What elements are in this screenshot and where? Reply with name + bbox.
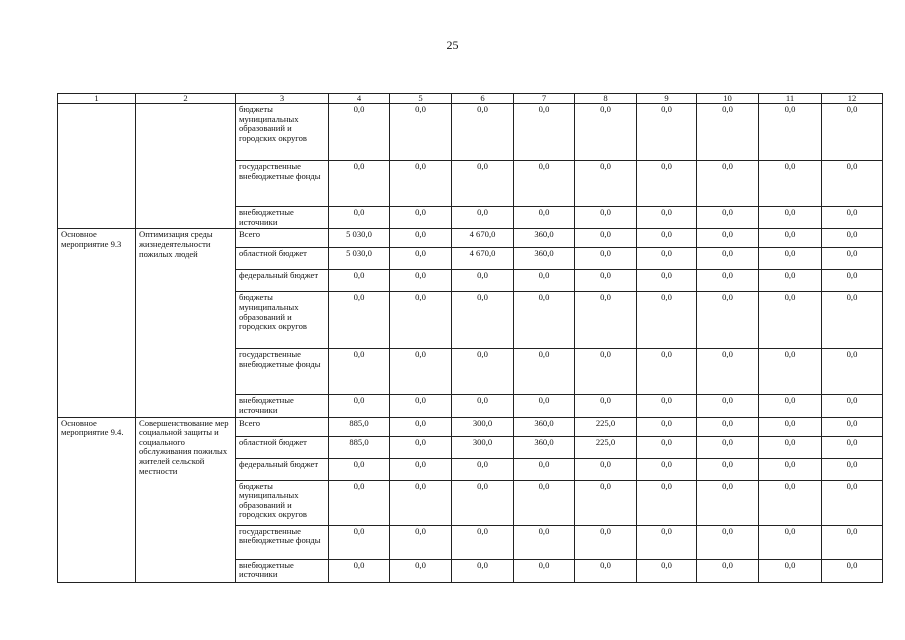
activity-name-cell [136, 104, 236, 229]
value-cell: 0,0 [759, 104, 822, 161]
value-cell: 0,0 [575, 395, 637, 417]
value-cell: 0,0 [697, 525, 759, 559]
value-cell: 0,0 [822, 480, 883, 525]
funding-source-cell: Всего [236, 229, 329, 248]
col-header: 4 [329, 94, 390, 104]
funding-source-cell: государственные внебюджетные фонды [236, 525, 329, 559]
value-cell: 0,0 [514, 480, 575, 525]
value-cell: 0,0 [329, 292, 390, 349]
value-cell: 0,0 [697, 480, 759, 525]
value-cell: 0,0 [452, 207, 514, 229]
value-cell: 0,0 [390, 207, 452, 229]
value-cell: 0,0 [759, 458, 822, 480]
value-cell: 0,0 [575, 292, 637, 349]
value-cell: 0,0 [759, 270, 822, 292]
value-cell: 0,0 [452, 292, 514, 349]
col-header: 8 [575, 94, 637, 104]
value-cell: 0,0 [452, 525, 514, 559]
value-cell: 0,0 [514, 458, 575, 480]
value-cell: 0,0 [697, 349, 759, 395]
value-cell: 885,0 [329, 417, 390, 436]
table-row [58, 104, 883, 161]
activity-cell [58, 104, 136, 229]
funding-source-cell: бюджеты муниципальных образований и городских округов [236, 104, 329, 161]
value-cell: 0,0 [390, 458, 452, 480]
value-cell: 0,0 [329, 559, 390, 582]
value-cell: 0,0 [514, 395, 575, 417]
value-cell: 0,0 [452, 270, 514, 292]
value-cell: 0,0 [575, 270, 637, 292]
value-cell: 0,0 [575, 480, 637, 525]
value-cell: 0,0 [822, 525, 883, 559]
value-cell: 0,0 [759, 559, 822, 582]
value-cell: 0,0 [822, 349, 883, 395]
value-cell: 0,0 [575, 458, 637, 480]
funding-source-cell: бюджеты муниципальных образований и городских округов [236, 292, 329, 349]
funding-source-cell: внебюджетные источники [236, 207, 329, 229]
value-cell: 360,0 [514, 248, 575, 270]
value-cell: 0,0 [514, 270, 575, 292]
value-cell: 0,0 [390, 229, 452, 248]
funding-source-cell: областной бюджет [236, 436, 329, 458]
value-cell: 0,0 [452, 104, 514, 161]
value-cell: 0,0 [697, 292, 759, 349]
value-cell: 0,0 [637, 229, 697, 248]
budget-table [57, 93, 883, 583]
value-cell: 360,0 [514, 417, 575, 436]
value-cell: 0,0 [514, 161, 575, 207]
value-cell: 0,0 [514, 559, 575, 582]
value-cell: 0,0 [390, 395, 452, 417]
value-cell: 0,0 [329, 349, 390, 395]
value-cell: 0,0 [575, 229, 637, 248]
value-cell: 0,0 [452, 349, 514, 395]
value-cell: 0,0 [822, 207, 883, 229]
value-cell: 0,0 [822, 248, 883, 270]
col-header: 10 [697, 94, 759, 104]
value-cell: 0,0 [822, 292, 883, 349]
funding-source-cell: государственные внебюджетные фонды [236, 161, 329, 207]
value-cell: 0,0 [390, 559, 452, 582]
value-cell: 0,0 [759, 436, 822, 458]
value-cell: 0,0 [759, 480, 822, 525]
value-cell: 0,0 [822, 559, 883, 582]
page-number: 25 [446, 38, 459, 52]
value-cell: 0,0 [697, 248, 759, 270]
value-cell: 0,0 [759, 207, 822, 229]
value-cell: 4 670,0 [452, 229, 514, 248]
value-cell: 0,0 [759, 395, 822, 417]
table-row [58, 229, 883, 248]
funding-source-cell: Всего [236, 417, 329, 436]
value-cell: 0,0 [637, 458, 697, 480]
value-cell: 0,0 [637, 395, 697, 417]
col-header: 12 [822, 94, 883, 104]
funding-source-cell: федеральный бюджет [236, 458, 329, 480]
value-cell: 0,0 [759, 417, 822, 436]
activity-name-cell: Оптимизация среды жизнедеятельности пожилых людей [136, 229, 236, 417]
activity-cell: Основное мероприятие 9.4. [58, 417, 136, 582]
value-cell: 0,0 [514, 104, 575, 161]
funding-source-cell: государственные внебюджетные фонды [236, 349, 329, 395]
col-header: 7 [514, 94, 575, 104]
value-cell: 0,0 [759, 525, 822, 559]
value-cell: 0,0 [637, 349, 697, 395]
value-cell: 0,0 [697, 417, 759, 436]
value-cell: 0,0 [452, 458, 514, 480]
value-cell: 0,0 [697, 207, 759, 229]
value-cell: 0,0 [514, 207, 575, 229]
funding-source-cell: федеральный бюджет [236, 270, 329, 292]
value-cell: 0,0 [759, 349, 822, 395]
value-cell: 0,0 [452, 161, 514, 207]
funding-source-cell: внебюджетные источники [236, 559, 329, 582]
col-header: 2 [136, 94, 236, 104]
value-cell: 0,0 [390, 436, 452, 458]
value-cell: 0,0 [637, 161, 697, 207]
value-cell: 0,0 [822, 395, 883, 417]
value-cell: 225,0 [575, 436, 637, 458]
value-cell: 300,0 [452, 436, 514, 458]
value-cell: 0,0 [452, 559, 514, 582]
value-cell: 885,0 [329, 436, 390, 458]
value-cell: 4 670,0 [452, 248, 514, 270]
value-cell: 0,0 [390, 161, 452, 207]
value-cell: 0,0 [575, 525, 637, 559]
value-cell: 0,0 [822, 104, 883, 161]
value-cell: 0,0 [822, 458, 883, 480]
table-body [58, 104, 883, 583]
value-cell: 5 030,0 [329, 229, 390, 248]
value-cell: 0,0 [822, 417, 883, 436]
value-cell: 0,0 [575, 559, 637, 582]
value-cell: 0,0 [390, 525, 452, 559]
col-header: 11 [759, 94, 822, 104]
value-cell: 0,0 [514, 349, 575, 395]
col-header: 5 [390, 94, 452, 104]
value-cell: 0,0 [822, 436, 883, 458]
activity-cell: Основное мероприятие 9.3 [58, 229, 136, 417]
value-cell: 0,0 [329, 207, 390, 229]
value-cell: 0,0 [329, 458, 390, 480]
value-cell: 0,0 [637, 270, 697, 292]
value-cell: 225,0 [575, 417, 637, 436]
value-cell: 0,0 [390, 417, 452, 436]
column-number-row [58, 94, 883, 104]
value-cell: 0,0 [390, 248, 452, 270]
value-cell: 0,0 [697, 229, 759, 248]
value-cell: 0,0 [697, 395, 759, 417]
value-cell: 300,0 [452, 417, 514, 436]
value-cell: 0,0 [329, 270, 390, 292]
value-cell: 0,0 [822, 270, 883, 292]
value-cell: 0,0 [637, 104, 697, 161]
value-cell: 0,0 [822, 161, 883, 207]
value-cell: 0,0 [329, 395, 390, 417]
value-cell: 0,0 [759, 161, 822, 207]
value-cell: 0,0 [329, 161, 390, 207]
value-cell: 0,0 [637, 480, 697, 525]
value-cell: 0,0 [637, 417, 697, 436]
value-cell: 0,0 [575, 161, 637, 207]
value-cell: 0,0 [575, 248, 637, 270]
value-cell: 0,0 [637, 525, 697, 559]
col-header: 9 [637, 94, 697, 104]
col-header: 6 [452, 94, 514, 104]
value-cell: 0,0 [514, 292, 575, 349]
value-cell: 0,0 [329, 104, 390, 161]
funding-source-cell: бюджеты муниципальных образований и городских округов [236, 480, 329, 525]
col-header: 3 [236, 94, 329, 104]
value-cell: 0,0 [390, 104, 452, 161]
value-cell: 0,0 [637, 248, 697, 270]
value-cell: 0,0 [390, 349, 452, 395]
value-cell: 0,0 [697, 270, 759, 292]
value-cell: 0,0 [822, 229, 883, 248]
activity-name-cell: Совершенствование мер социальной защиты и социального обслуживания пожилых жителей сельской местности [136, 417, 236, 582]
value-cell: 0,0 [390, 480, 452, 525]
value-cell: 0,0 [697, 104, 759, 161]
table-row [58, 417, 883, 436]
value-cell: 0,0 [697, 458, 759, 480]
value-cell: 0,0 [637, 559, 697, 582]
value-cell: 0,0 [759, 248, 822, 270]
value-cell: 0,0 [329, 525, 390, 559]
value-cell: 0,0 [514, 525, 575, 559]
value-cell: 0,0 [759, 229, 822, 248]
value-cell: 0,0 [390, 270, 452, 292]
value-cell: 0,0 [575, 104, 637, 161]
value-cell: 0,0 [452, 480, 514, 525]
col-header: 1 [58, 94, 136, 104]
value-cell: 0,0 [697, 559, 759, 582]
value-cell: 0,0 [390, 292, 452, 349]
funding-source-cell: областной бюджет [236, 248, 329, 270]
value-cell: 0,0 [759, 292, 822, 349]
value-cell: 0,0 [637, 292, 697, 349]
value-cell: 0,0 [575, 207, 637, 229]
value-cell: 0,0 [697, 436, 759, 458]
funding-source-cell: внебюджетные источники [236, 395, 329, 417]
value-cell: 0,0 [575, 349, 637, 395]
value-cell: 0,0 [329, 480, 390, 525]
value-cell: 360,0 [514, 436, 575, 458]
value-cell: 0,0 [637, 207, 697, 229]
value-cell: 0,0 [452, 395, 514, 417]
value-cell: 360,0 [514, 229, 575, 248]
value-cell: 0,0 [697, 161, 759, 207]
value-cell: 5 030,0 [329, 248, 390, 270]
value-cell: 0,0 [637, 436, 697, 458]
